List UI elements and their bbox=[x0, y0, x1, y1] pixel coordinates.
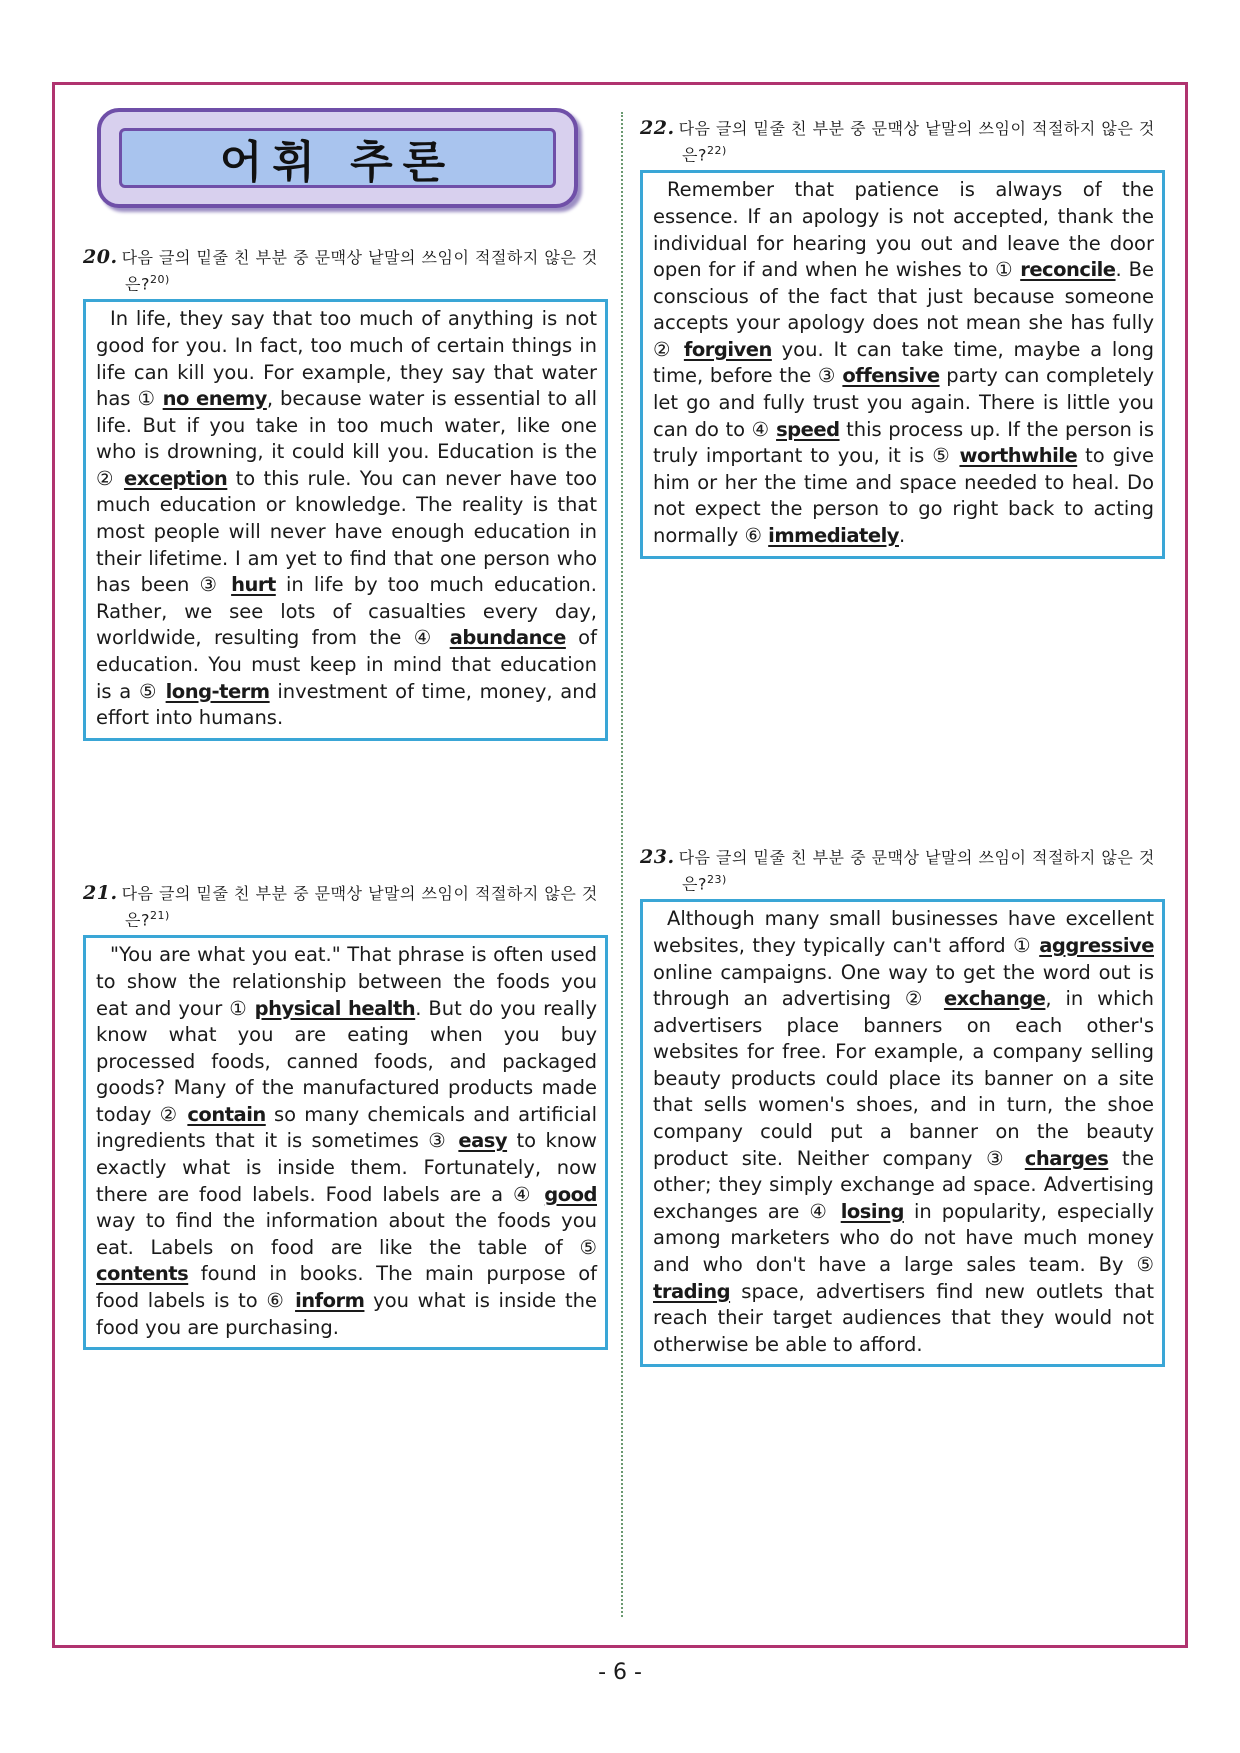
question-number: 21. bbox=[83, 882, 118, 904]
passage-run bbox=[248, 997, 255, 1020]
passage-run: . But do you really know what you are eating when you buy processed foods, canned foods, and packaged goods? Many of the manufactured products made today bbox=[96, 996, 597, 1126]
passage-text bbox=[653, 906, 1154, 1358]
passage-run: "You are what you eat." That phrase is often used to show the relationship between the foods you eat and your bbox=[96, 943, 597, 1020]
underlined-word: exception bbox=[123, 466, 228, 490]
choice-marker: ① bbox=[995, 258, 1014, 282]
question-number: 20. bbox=[83, 246, 118, 268]
passage-run: online campaigns. One way to get the word out is through an advertising bbox=[653, 960, 1154, 1011]
question-21 bbox=[83, 882, 608, 1350]
question-number: 23. bbox=[640, 846, 675, 868]
choice-marker: ⑤ bbox=[579, 1235, 597, 1259]
choice-marker: ③ bbox=[817, 364, 836, 388]
underlined-word: worthwhile bbox=[959, 444, 1078, 468]
underlined-word: no enemy bbox=[162, 387, 267, 411]
column-divider bbox=[621, 112, 623, 1617]
underlined-word: contain bbox=[187, 1102, 266, 1126]
passage-box bbox=[83, 299, 608, 741]
passage-run bbox=[449, 1129, 458, 1152]
section-title: 어휘 추론 bbox=[219, 137, 456, 188]
underlined-word: good bbox=[544, 1182, 597, 1206]
choice-marker: ③ bbox=[199, 573, 221, 597]
passage-run bbox=[116, 467, 124, 490]
footnote-ref: 21) bbox=[149, 909, 170, 922]
choice-marker: ① bbox=[137, 387, 156, 411]
passage-text bbox=[653, 177, 1154, 549]
passage-run: Although many small businesses have excellent websites, they typically can't afford bbox=[653, 907, 1154, 957]
underlined-word: charges bbox=[1024, 1146, 1109, 1170]
underlined-word: forgiven bbox=[683, 337, 772, 361]
passage-run bbox=[1011, 1147, 1025, 1170]
section-title-inner bbox=[119, 128, 556, 188]
passage-run bbox=[930, 987, 944, 1010]
passage-text bbox=[96, 306, 597, 732]
underlined-word: physical health bbox=[254, 996, 416, 1020]
passage-run bbox=[158, 680, 166, 703]
question-prompt: 다음 글의 밑줄 친 부분 중 문맥상 낱말의 쓰임이 적절하지 않은 것은? bbox=[121, 884, 598, 930]
choice-marker: ① bbox=[1013, 933, 1032, 957]
passage-run: in life by too much education. Rather, we see lots of casualties every day, worldwide, resulting from the bbox=[96, 573, 597, 650]
underlined-word: hurt bbox=[231, 573, 276, 597]
passage-run: Remember that patience is always of the essence. If an apology is not accepted, thank the individual for hearing you out and leave the door open for if and when he wishes to bbox=[653, 178, 1154, 282]
choice-marker: ② bbox=[904, 987, 931, 1011]
passage-run bbox=[286, 1289, 295, 1312]
question-number: 22. bbox=[640, 117, 675, 139]
passage-box bbox=[640, 170, 1165, 558]
footnote-ref: 23) bbox=[706, 873, 727, 886]
underlined-word: exchange bbox=[943, 987, 1046, 1011]
choice-marker: ② bbox=[159, 1102, 180, 1126]
question-prompt: 다음 글의 밑줄 친 부분 중 문맥상 낱말의 쓰임이 적절하지 않은 것은? bbox=[678, 119, 1155, 165]
question-22 bbox=[640, 117, 1165, 559]
question-23 bbox=[640, 846, 1165, 1367]
passage-run: of education. You must keep in mind that education is a bbox=[96, 626, 597, 703]
section-title-banner bbox=[97, 108, 578, 208]
question-20 bbox=[83, 246, 608, 741]
passage-run: so many chemicals and artificial ingredients that it is sometimes bbox=[96, 1102, 597, 1153]
passage-run: in popularity, especially among marketers who do not have much money and who don't have a large sales team. By bbox=[653, 1199, 1154, 1277]
question-header bbox=[83, 882, 608, 931]
question-header bbox=[640, 117, 1165, 166]
passage-run: way to find the information about the foods you eat. Labels on food are like the table of bbox=[96, 1209, 597, 1259]
passage-run: found in books. The main purpose of food labels is to bbox=[96, 1262, 597, 1313]
question-header bbox=[83, 246, 608, 295]
choice-marker: ⑤ bbox=[1136, 1253, 1154, 1277]
underlined-word: contents bbox=[96, 1262, 189, 1286]
footnote-ref: 22) bbox=[706, 144, 727, 157]
passage-run bbox=[437, 626, 449, 649]
passage-run: , in which advertisers place banners on each other's websites for free. For example, a company selling beauty products could place its banner on a site that sells women's shoes, and in turn, the shoe company could put a banner on the beauty product site. Neither company bbox=[653, 987, 1154, 1170]
passage-run: , because water is essential to all life. But if you take in too much water, like one who is drowning, it could kill you. Education is the bbox=[96, 387, 597, 464]
choice-marker: ④ bbox=[513, 1182, 535, 1206]
passage-run bbox=[831, 1200, 841, 1223]
choice-marker: ② bbox=[96, 466, 116, 490]
passage-run bbox=[534, 1183, 544, 1206]
passage-run: investment of time, money, and effort into humans. bbox=[96, 679, 597, 730]
question-header bbox=[640, 846, 1165, 895]
underlined-word: immediately bbox=[768, 524, 899, 548]
underlined-word: trading bbox=[653, 1279, 731, 1303]
underlined-word: inform bbox=[295, 1289, 365, 1313]
choice-marker: ④ bbox=[751, 417, 770, 441]
underlined-word: long-term bbox=[165, 679, 270, 703]
choice-marker: ⑤ bbox=[138, 679, 158, 703]
passage-box bbox=[640, 899, 1165, 1367]
passage-run: space, advertisers find new outlets that reach their target audiences that they would not otherwise be able to afford. bbox=[653, 1279, 1154, 1356]
passage-run bbox=[674, 338, 684, 361]
passage-run: party can completely let go and fully trust you again. There is little you can do to bbox=[653, 364, 1155, 441]
passage-run bbox=[221, 573, 231, 596]
passage-run bbox=[156, 387, 163, 410]
underlined-word: speed bbox=[776, 417, 840, 441]
underlined-word: reconcile bbox=[1020, 258, 1116, 282]
choice-marker: ④ bbox=[413, 626, 438, 650]
passage-run: you what is inside the food you are purchasing. bbox=[96, 1289, 597, 1339]
question-prompt: 다음 글의 밑줄 친 부분 중 문맥상 낱말의 쓰임이 적절하지 않은 것은? bbox=[121, 248, 598, 294]
choice-marker: ① bbox=[229, 996, 248, 1020]
passage-run: to give him or her the time and space needed to heal. Do not expect the person to go right back to acting normally bbox=[653, 444, 1154, 548]
passage-text bbox=[96, 942, 597, 1341]
choice-marker: ⑥ bbox=[266, 1289, 287, 1313]
underlined-word: offensive bbox=[842, 364, 940, 388]
choice-marker: ⑤ bbox=[932, 444, 952, 468]
underlined-word: easy bbox=[458, 1129, 508, 1153]
page-number: - 6 - bbox=[598, 1660, 642, 1685]
choice-marker: ③ bbox=[986, 1146, 1012, 1170]
passage-run: . Be conscious of the fact that just because someone accepts your apology does not mean she has fully bbox=[653, 258, 1155, 335]
underlined-word: abundance bbox=[449, 626, 566, 650]
question-prompt: 다음 글의 밑줄 친 부분 중 문맥상 낱말의 쓰임이 적절하지 않은 것은? bbox=[678, 848, 1155, 894]
passage-run: this process up. If the person is truly important to you, it is bbox=[653, 417, 1155, 468]
footnote-ref: 20) bbox=[149, 273, 170, 286]
passage-run: you. It can take time, maybe a long time, before the bbox=[653, 337, 1154, 388]
choice-marker: ③ bbox=[428, 1129, 449, 1153]
passage-run: the other; they simply exchange ad space. Advertising exchanges are bbox=[653, 1146, 1155, 1223]
choice-marker: ⑥ bbox=[744, 524, 762, 548]
underlined-word: aggressive bbox=[1039, 933, 1154, 957]
passage-run: In life, they say that too much of anything is not good for you. In fact, too much of certain things in life can kill you. For example, they say that water has bbox=[96, 307, 597, 411]
passage-box bbox=[83, 935, 608, 1350]
passage-run: to this rule. You can never have too much education or knowledge. The reality is that most people will never have enough education in their lifetime. I am yet to find that one person who has been bbox=[96, 466, 598, 597]
passage-run: . bbox=[898, 524, 906, 548]
choice-marker: ④ bbox=[809, 1199, 831, 1223]
passage-run: to know exactly what is inside them. Fortunately, now there are food labels. Food labels are a bbox=[96, 1129, 597, 1206]
choice-marker: ② bbox=[653, 337, 675, 361]
underlined-word: losing bbox=[840, 1199, 904, 1223]
